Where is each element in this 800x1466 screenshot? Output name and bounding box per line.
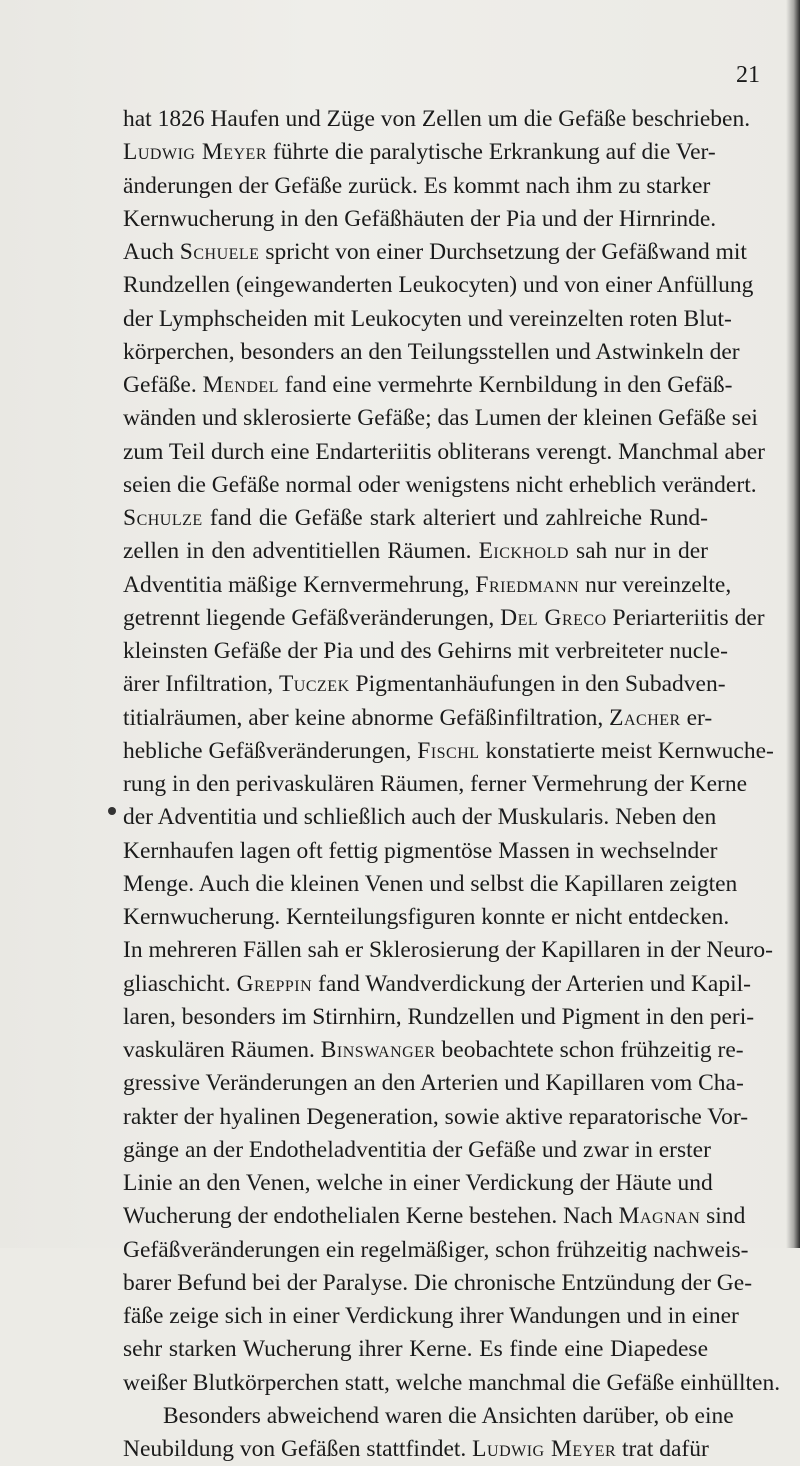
text-run: titialräumen, aber keine abnorme Gefäßinfiltration,: [123, 704, 610, 731]
text-line: [123, 336, 740, 369]
text-run: Rundzellen (eingewanderten Leukocyten) und von einer Anfüllung: [123, 272, 754, 299]
text-run: Periarteriitis der: [606, 604, 765, 631]
text-run: sehr starken Wucherung ihrer Kerne. Es finde eine Diapedese: [123, 1336, 708, 1363]
text-run: spricht von einer Durchsetzung der Gefäßwand mit: [259, 239, 747, 265]
text-line: [123, 236, 747, 269]
text-run: fand Wandverdickung der Arterien und Kapil-: [312, 970, 751, 997]
text-run: er-: [680, 704, 713, 731]
text-run: konstatierte meist Kernwuche-: [479, 737, 774, 764]
text-run: Wucherung der endothelialen Kerne bestehen. Nach: [123, 1203, 619, 1230]
author-name: Greppin: [236, 970, 313, 997]
text-line: [123, 436, 765, 469]
text-line: [123, 1400, 734, 1433]
text-run: vaskulären Räumen.: [123, 1037, 321, 1063]
text-run: fand eine vermehrte Kernbildung in den Gefäß-: [278, 372, 733, 398]
text-run: sind: [700, 1203, 746, 1230]
text-line: [123, 569, 732, 602]
text-run: der Lymphscheiden mit Leukocyten und vereinzelten roten Blut-: [123, 305, 732, 332]
author-name: Friedmann: [475, 571, 580, 598]
text-line: [123, 502, 708, 535]
text-line: [123, 1267, 753, 1300]
body-text: [123, 103, 781, 1466]
author-name: Mendel: [202, 372, 279, 398]
text-line: [123, 702, 713, 735]
text-line: [123, 1001, 755, 1034]
author-name: Magnan: [618, 1203, 701, 1230]
text-line: [123, 1101, 749, 1134]
text-run: getrennt liegende Gefäßveränderungen,: [123, 604, 501, 631]
text-run: Besonders abweichend waren die Ansichten darüber, ob eine: [163, 1402, 734, 1429]
text-line: [123, 868, 738, 901]
text-run: kleinsten Gefäße der Pia und des Gehirns mit verbreiteter nucle-: [123, 638, 728, 664]
text-run: weißer Blutkörperchen statt, welche manchmal die Gefäße einhüllten.: [123, 1369, 781, 1396]
text-run: Pigmentanhäufungen in den Subadven-: [349, 671, 726, 698]
text-line: [123, 303, 732, 336]
text-run: fand die Gefäße stark alteriert und zahlreiche Rund-: [202, 505, 708, 531]
author-name: Zacher: [609, 704, 681, 731]
text-run: zum Teil durch eine Endarteriitis obliterans verengt. Manchmal aber: [123, 438, 765, 465]
text-run: änderungen der Gefäße zurück. Es kommt nach ihm zu starker: [123, 172, 711, 199]
text-line: [123, 668, 726, 701]
author-name: Binswanger: [320, 1037, 436, 1063]
text-run: beobachtete schon frühzeitig re-: [435, 1037, 744, 1063]
text-run: gänge an der Endotheladventitia der Gefäße und zwar in erster: [123, 1136, 711, 1163]
author-name: Ludwig Meyer: [123, 139, 267, 166]
text-line: [123, 934, 773, 967]
text-line: [123, 602, 765, 635]
text-run: Kernwucherung in den Gefäßhäuten der Pia und der Hirnrinde.: [123, 205, 717, 232]
text-line: [123, 1134, 711, 1167]
author-name: Ludwig Meyer: [472, 1436, 617, 1462]
author-name: Fischl: [417, 737, 480, 764]
text-run: Kernhaufen lagen oft fettig pigmentöse Massen in wechselnder: [123, 837, 718, 864]
text-run: rung in den perivaskulären Räumen, ferner Vermehrung der Kerne: [123, 771, 748, 797]
text-run: fäße zeige sich in einer Verdickung ihrer Wandungen und in einer: [123, 1303, 739, 1329]
text-line: [123, 1234, 749, 1267]
text-run: rakter der hyalinen Degeneration, sowie aktive reparatorische Vor-: [123, 1103, 749, 1130]
text-line: [123, 835, 718, 868]
text-run: gressive Veränderungen an den Arterien und Kapillaren vom Cha-: [123, 1070, 744, 1097]
text-run: seien die Gefäße normal oder wenigstens nicht erheblich verändert.: [123, 471, 757, 498]
text-run: Linie an den Venen, welche in einer Verdickung der Häute und: [123, 1170, 713, 1196]
text-run: hat 1826 Haufen und Züge von Zellen um die Gefäße beschrieben.: [123, 106, 751, 132]
author-name: Tuczek: [278, 671, 350, 698]
text-run: Neubildung von Gefäßen stattfindet.: [123, 1436, 473, 1462]
text-line: [123, 1167, 713, 1200]
text-line: [123, 1433, 708, 1466]
text-line: [123, 103, 751, 136]
text-run: gliaschicht.: [123, 970, 237, 997]
text-run: körperchen, besonders an den Teilungsstellen und Astwinkeln der: [123, 338, 740, 365]
text-run: führte die paralytische Erkrankung auf die Ver-: [267, 139, 716, 166]
text-line: [123, 801, 717, 834]
text-line: [123, 768, 748, 801]
text-run: laren, besonders im Stirnhirn, Rundzellen und Pigment in den peri-: [123, 1003, 755, 1030]
text-line: [123, 735, 774, 768]
margin-mark: [108, 807, 116, 815]
text-run: sah nur in der: [568, 538, 708, 565]
text-run: wänden und sklerosierte Gefäße; das Lumen der kleinen Gefäße sei: [123, 405, 758, 432]
text-line: [123, 1333, 708, 1366]
text-line: [123, 369, 733, 402]
text-line: [123, 170, 711, 203]
text-line: [123, 136, 716, 169]
text-line: [123, 1067, 744, 1100]
text-line: [123, 402, 758, 435]
text-run: barer Befund bei der Paralyse. Die chronische Entzündung der Ge-: [123, 1269, 753, 1296]
text-line: [123, 469, 757, 502]
text-run: hebliche Gefäßveränderungen,: [123, 737, 418, 764]
text-run: Auch: [123, 239, 180, 265]
text-run: der Adventitia und schließlich auch der Muskularis. Neben den: [123, 804, 717, 831]
text-run: nur vereinzelte,: [579, 571, 732, 598]
text-run: Menge. Auch die kleinen Venen und selbst die Kapillaren zeigten: [123, 870, 738, 897]
text-line: [123, 203, 717, 236]
text-line: [123, 1200, 746, 1233]
text-run: In mehreren Fällen sah er Sklerosierung der Kapillaren in der Neuro-: [123, 937, 773, 964]
author-name: Del Greco: [500, 604, 607, 631]
text-line: [123, 901, 730, 934]
text-run: ärer Infiltration,: [123, 671, 279, 698]
author-name: Schulze: [123, 505, 203, 531]
page-number: 21: [736, 62, 760, 88]
text-run: Kernwucherung. Kernteilungsfiguren konnte er nicht entdecken.: [123, 904, 730, 930]
text-run: zellen in den adventitiellen Räumen.: [123, 538, 479, 565]
page-edge-shadow: [786, 0, 800, 1248]
text-line: [123, 535, 708, 568]
text-line: [123, 1300, 739, 1333]
author-name: Schuele: [179, 239, 260, 265]
text-line: [123, 635, 728, 668]
text-line: [123, 1034, 744, 1067]
text-run: trat dafür: [616, 1436, 709, 1462]
text-run: Adventitia mäßige Kernvermehrung,: [123, 571, 476, 598]
text-line: [123, 269, 754, 302]
text-line: [123, 968, 751, 1001]
text-line: [123, 1367, 781, 1400]
text-run: Gefäße.: [123, 372, 203, 398]
text-run: Gefäßveränderungen ein regelmäßiger, schon frühzeitig nachweis-: [123, 1236, 749, 1263]
author-name: Eickhold: [478, 538, 569, 565]
